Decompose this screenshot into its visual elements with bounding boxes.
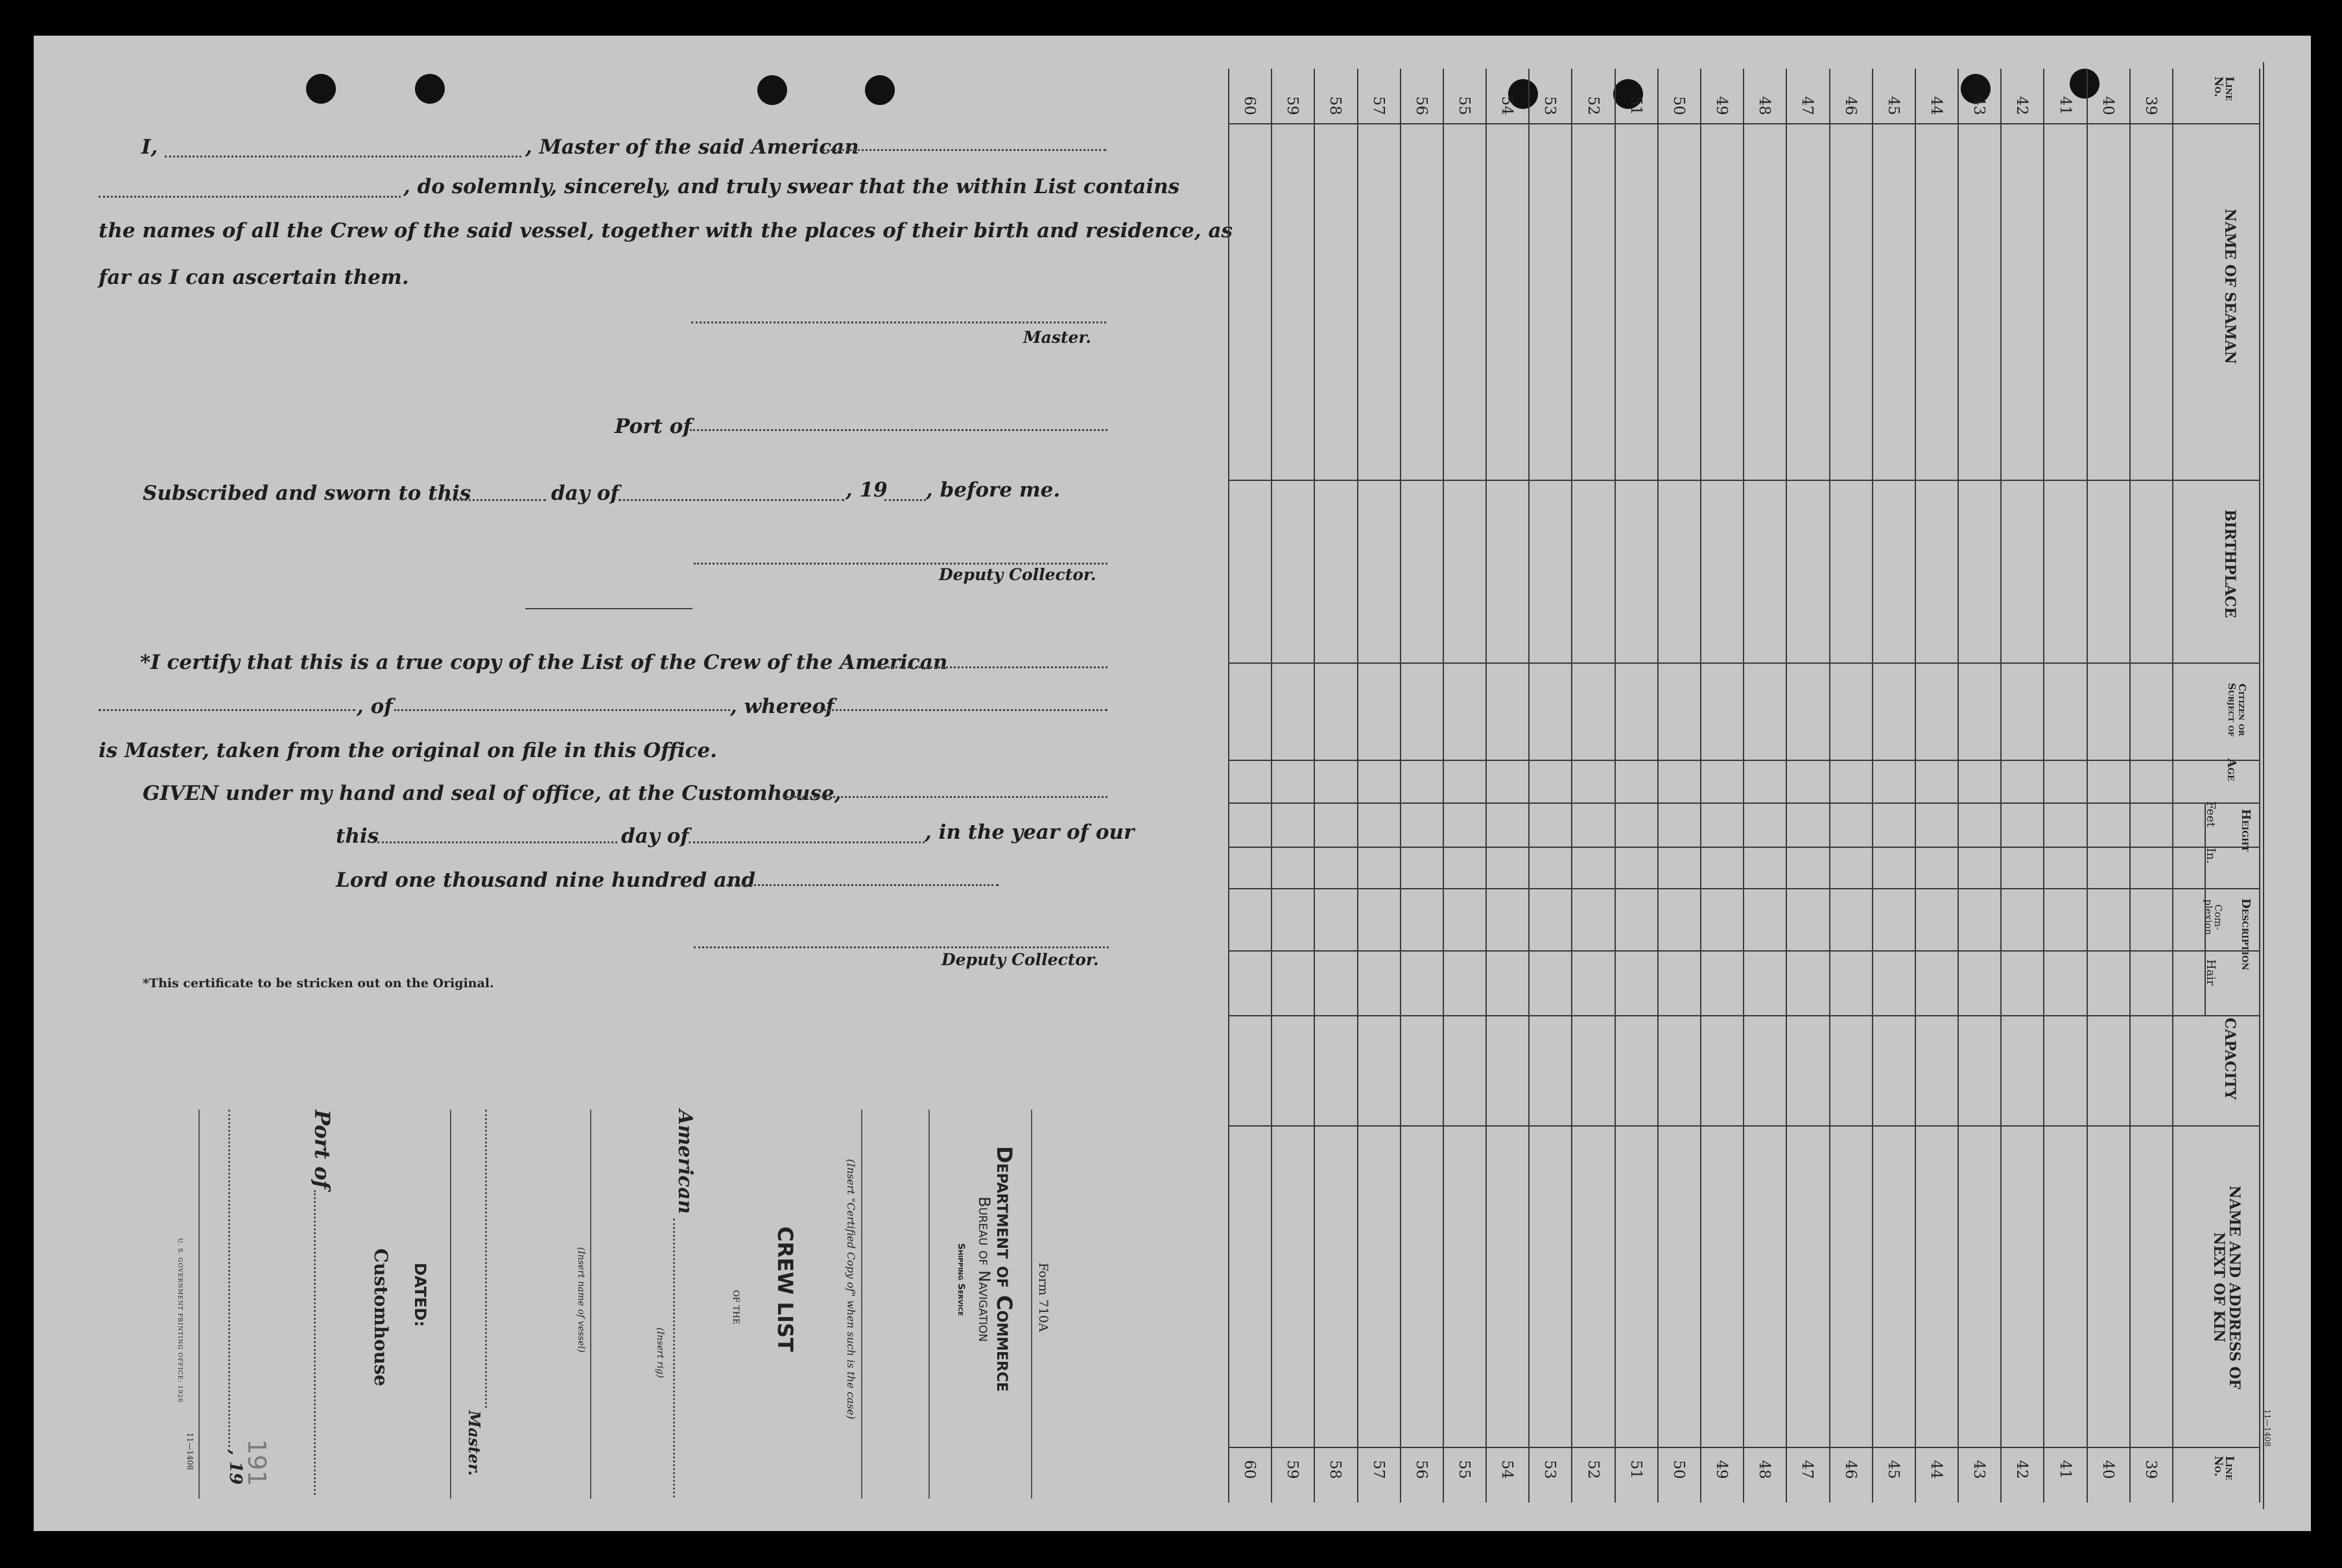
deputy-collector-label: Deputy Collector.: [939, 565, 1096, 584]
header-line-no-bottom: Line No.: [2212, 1456, 2236, 1480]
punch-hole: [415, 74, 445, 104]
master-label: Master.: [1023, 328, 1091, 347]
line-number-top: 50: [1670, 96, 1687, 115]
form-number: Form 710A: [1036, 1263, 1050, 1332]
blank-cert-rig[interactable]: [99, 709, 355, 711]
deputy-collector-label-2: Deputy Collector.: [941, 950, 1099, 969]
header-next-of-kin: NAME AND ADDRESS OF NEXT OF KIN: [2210, 1186, 2243, 1389]
back-year-label: , 19: [226, 1449, 245, 1485]
line-number-bottom: 44: [1928, 1460, 1945, 1479]
line-number-top: 54: [1498, 96, 1516, 115]
blank-vessel-2[interactable]: [99, 196, 401, 198]
oath-line-3: the names of all the Crew of the said vessel, together with the places of their birth and residence, as: [99, 219, 1233, 242]
header-capacity: CAPACITY: [2221, 1018, 2238, 1100]
line-number-top: 44: [1928, 96, 1945, 115]
line-column-divider: [2129, 69, 2131, 1503]
line-column-divider: [1314, 69, 1315, 1503]
table-border-left: [1228, 69, 1229, 1503]
line-number-bottom: 56: [1412, 1460, 1430, 1479]
certificate-line-1: *I certify that this is a true copy of the List of the Crew of the American: [140, 651, 948, 674]
customhouse-label: Customhouse: [370, 1248, 392, 1387]
crew-list-title: CREW LIST: [773, 1226, 798, 1352]
line-number-top: 41: [2056, 96, 2074, 115]
line-number-top: 39: [2142, 96, 2159, 115]
line-number-bottom: 53: [1541, 1460, 1559, 1479]
blank-cert-day[interactable]: [377, 841, 617, 843]
section-rule: [1228, 888, 2259, 889]
line-column-divider: [1958, 69, 1959, 1503]
blank-customhouse[interactable]: [778, 796, 1107, 798]
line-number-top: 46: [1841, 96, 1859, 115]
oath-master-of: , Master of the said American: [525, 135, 859, 159]
insert-rig-note: (Insert rig): [655, 1328, 665, 1378]
line-column-divider: [1743, 69, 1744, 1503]
line-column-divider: [1829, 69, 1830, 1503]
line-column-divider: [2000, 69, 2002, 1503]
certificate-footnote: *This certificate to be stricken out on the Original.: [143, 976, 494, 990]
blank-back-master[interactable]: [485, 1110, 487, 1408]
oath-i: I,: [141, 135, 158, 159]
insert-certified-note: (Insert "Certified Copy of" when such is the case): [845, 1159, 857, 1420]
side-form-code: 11—1408: [2263, 1409, 2272, 1447]
deputy-signature-line-1[interactable]: [694, 563, 1107, 565]
punch-hole: [2070, 69, 2100, 99]
section-rule: [1228, 802, 2259, 804]
line-number-bottom: 48: [1756, 1460, 1773, 1479]
line-number-top: 60: [1241, 96, 1259, 115]
port-of-label: Port of: [615, 415, 692, 438]
table-border-right: [2259, 69, 2260, 1503]
line-number-top: 48: [1756, 96, 1773, 115]
blank-year[interactable]: [884, 499, 926, 501]
oath-line-2: , do solemnly, sincerely, and truly swear that the within List contains: [403, 175, 1180, 198]
header-name-of-seaman: NAME OF SEAMAN: [2221, 209, 2238, 364]
line-number-top: 42: [2013, 96, 2031, 115]
punch-hole: [306, 74, 336, 104]
line-number-bottom: 39: [2142, 1460, 2159, 1479]
back-master-label: Master.: [465, 1410, 484, 1476]
section-rule: [1228, 1015, 2259, 1016]
bureau-title: Bureau of Navigation: [975, 1197, 993, 1342]
blank-month[interactable]: [619, 499, 844, 501]
section-rule: [1228, 1447, 2259, 1448]
line-column-divider: [1872, 69, 1873, 1503]
dated-label: DATED:: [411, 1263, 429, 1327]
punch-hole: [757, 75, 787, 105]
line-number-top: 51: [1627, 96, 1644, 115]
department-title: Department of Commerce: [992, 1146, 1017, 1392]
header-complexion: Com- plexion: [2203, 899, 2224, 935]
blank-vessel-1[interactable]: [822, 149, 1106, 151]
section-rule: [1228, 123, 2259, 124]
line-number-bottom: 57: [1369, 1460, 1387, 1479]
table-border-header: [2172, 69, 2173, 1503]
line-column-divider: [1571, 69, 1572, 1503]
header-in: In.: [2204, 848, 2218, 864]
line-number-bottom: 43: [1970, 1460, 1988, 1479]
line-column-divider: [2087, 69, 2088, 1503]
line-number-top: 52: [1584, 96, 1602, 115]
table-border-outer: [2263, 62, 2264, 1509]
section-divider: [525, 608, 692, 609]
line-column-divider: [1271, 69, 1272, 1503]
line-number-bottom: 52: [1584, 1460, 1602, 1479]
certificate-line-4: GIVEN under my hand and seal of office, at the Customhouse,: [143, 782, 842, 805]
line-number-bottom: 40: [2099, 1460, 2116, 1479]
insert-name-note: (Insert name of vessel): [576, 1247, 586, 1353]
blank-cert-year[interactable]: [726, 884, 999, 886]
line-number-bottom: 45: [1884, 1460, 1902, 1479]
line-column-divider: [1657, 69, 1659, 1503]
blank-certified-copy-rule[interactable]: [861, 1110, 862, 1499]
line-number-bottom: 50: [1670, 1460, 1687, 1479]
header-age: Age: [2225, 758, 2238, 781]
header-height: Height: [2239, 809, 2253, 852]
header-description: Description: [2239, 898, 2253, 970]
back-rule-3: [450, 1110, 451, 1499]
line-number-top: 47: [1799, 96, 1816, 115]
certificate-line-3: is Master, taken from the original on file in this Office.: [99, 739, 717, 762]
line-number-top: 53: [1541, 96, 1559, 115]
cert-of-text: , of: [357, 695, 393, 718]
line-column-divider: [1400, 69, 1401, 1503]
line-column-divider: [1915, 69, 1916, 1503]
header-citizen: Citizen or Subject of: [2226, 683, 2248, 737]
line-number-bottom: 46: [1841, 1460, 1859, 1479]
line-column-divider: [1528, 69, 1530, 1503]
punch-hole: [865, 75, 895, 105]
header-birthplace: BIRTHPLACE: [2221, 509, 2238, 618]
section-rule: [1228, 950, 2259, 952]
line-number-top: 40: [2099, 96, 2116, 115]
cert-this-text: this: [336, 825, 379, 848]
cert-year-of-our-text: , in the year of our: [925, 821, 1135, 844]
line-number-top: 58: [1327, 96, 1344, 115]
line-number-bottom: 59: [1284, 1460, 1301, 1479]
line-column-divider: [1615, 69, 1616, 1503]
blank-cert-month[interactable]: [689, 841, 925, 843]
line-number-bottom: 54: [1498, 1460, 1516, 1479]
before-me-text: , before me.: [926, 478, 1061, 502]
line-number-top: 59: [1284, 96, 1301, 115]
line-number-top: 43: [1970, 96, 1988, 115]
master-signature-line[interactable]: [691, 322, 1106, 323]
line-number-bottom: 47: [1799, 1460, 1816, 1479]
line-column-divider: [1443, 69, 1444, 1503]
year-19-text: , 19: [846, 478, 888, 502]
line-number-bottom: 42: [2013, 1460, 2031, 1479]
header-line-no: Line No.: [2212, 76, 2236, 101]
blank-master-name[interactable]: [165, 156, 521, 158]
back-rule-1: [1031, 1110, 1032, 1499]
service-title: Shipping Service: [956, 1243, 966, 1316]
back-port-of-label: Port of: [310, 1110, 335, 1189]
blank-cert-vessel[interactable]: [875, 666, 1107, 668]
line-number-bottom: 60: [1241, 1460, 1259, 1479]
line-column-divider: [1357, 69, 1358, 1503]
blank-cert-port[interactable]: [394, 709, 730, 711]
line-number-bottom: 55: [1456, 1460, 1473, 1479]
back-rule-2: [929, 1110, 930, 1499]
day-of-text: day of: [551, 482, 619, 505]
blank-cert-master[interactable]: [816, 709, 1107, 711]
line-number-bottom: 41: [2056, 1460, 2074, 1479]
blank-back-port[interactable]: [314, 1190, 316, 1495]
line-number-bottom: 49: [1713, 1460, 1731, 1479]
american-label: American: [674, 1110, 696, 1214]
line-number-top: 55: [1456, 96, 1473, 115]
blank-back-date[interactable]: [228, 1110, 230, 1447]
section-rule: [1228, 760, 2259, 761]
blank-day[interactable]: [445, 499, 546, 501]
section-rule: [1228, 847, 2259, 848]
line-number-top: 45: [1884, 96, 1902, 115]
line-number-bottom: 51: [1627, 1460, 1644, 1479]
line-column-divider: [2043, 69, 2044, 1503]
line-column-divider: [1485, 69, 1487, 1503]
printer-line: U. S. GOVERNMENT PRINTING OFFICE: 1920: [176, 1238, 183, 1403]
line-number-top: 57: [1369, 96, 1387, 115]
oath-line-4: far as I can ascertain them.: [99, 266, 409, 289]
line-number-top: 49: [1713, 96, 1731, 115]
cert-day-of-text: day of: [621, 825, 689, 848]
line-column-divider: [1786, 69, 1787, 1503]
header-hair: Hair: [2204, 959, 2218, 986]
certificate-line-6: Lord one thousand nine hundred and: [336, 869, 756, 892]
cert-whereof-text: , whereof: [730, 695, 834, 718]
section-rule: [1228, 1125, 2259, 1127]
line-column-divider: [1700, 69, 1701, 1503]
section-rule: [1228, 662, 2259, 664]
blank-port[interactable]: [690, 429, 1107, 431]
handwritten-year: 191: [242, 1439, 271, 1486]
of-the-text: OF THE: [731, 1290, 740, 1325]
line-number-bottom: 58: [1327, 1460, 1344, 1479]
deputy-signature-line-2[interactable]: [694, 946, 1109, 948]
line-number-top: 56: [1412, 96, 1430, 115]
back-rule-4: [198, 1110, 200, 1499]
back-form-code: 11—1408: [185, 1433, 195, 1470]
subscribed-text: Subscribed and sworn to this: [143, 482, 471, 505]
blank-vessel-name-rule[interactable]: [590, 1110, 591, 1499]
header-feet: Feet: [2204, 801, 2218, 828]
section-rule: [1228, 480, 2259, 481]
blank-rig[interactable]: [673, 1219, 675, 1497]
